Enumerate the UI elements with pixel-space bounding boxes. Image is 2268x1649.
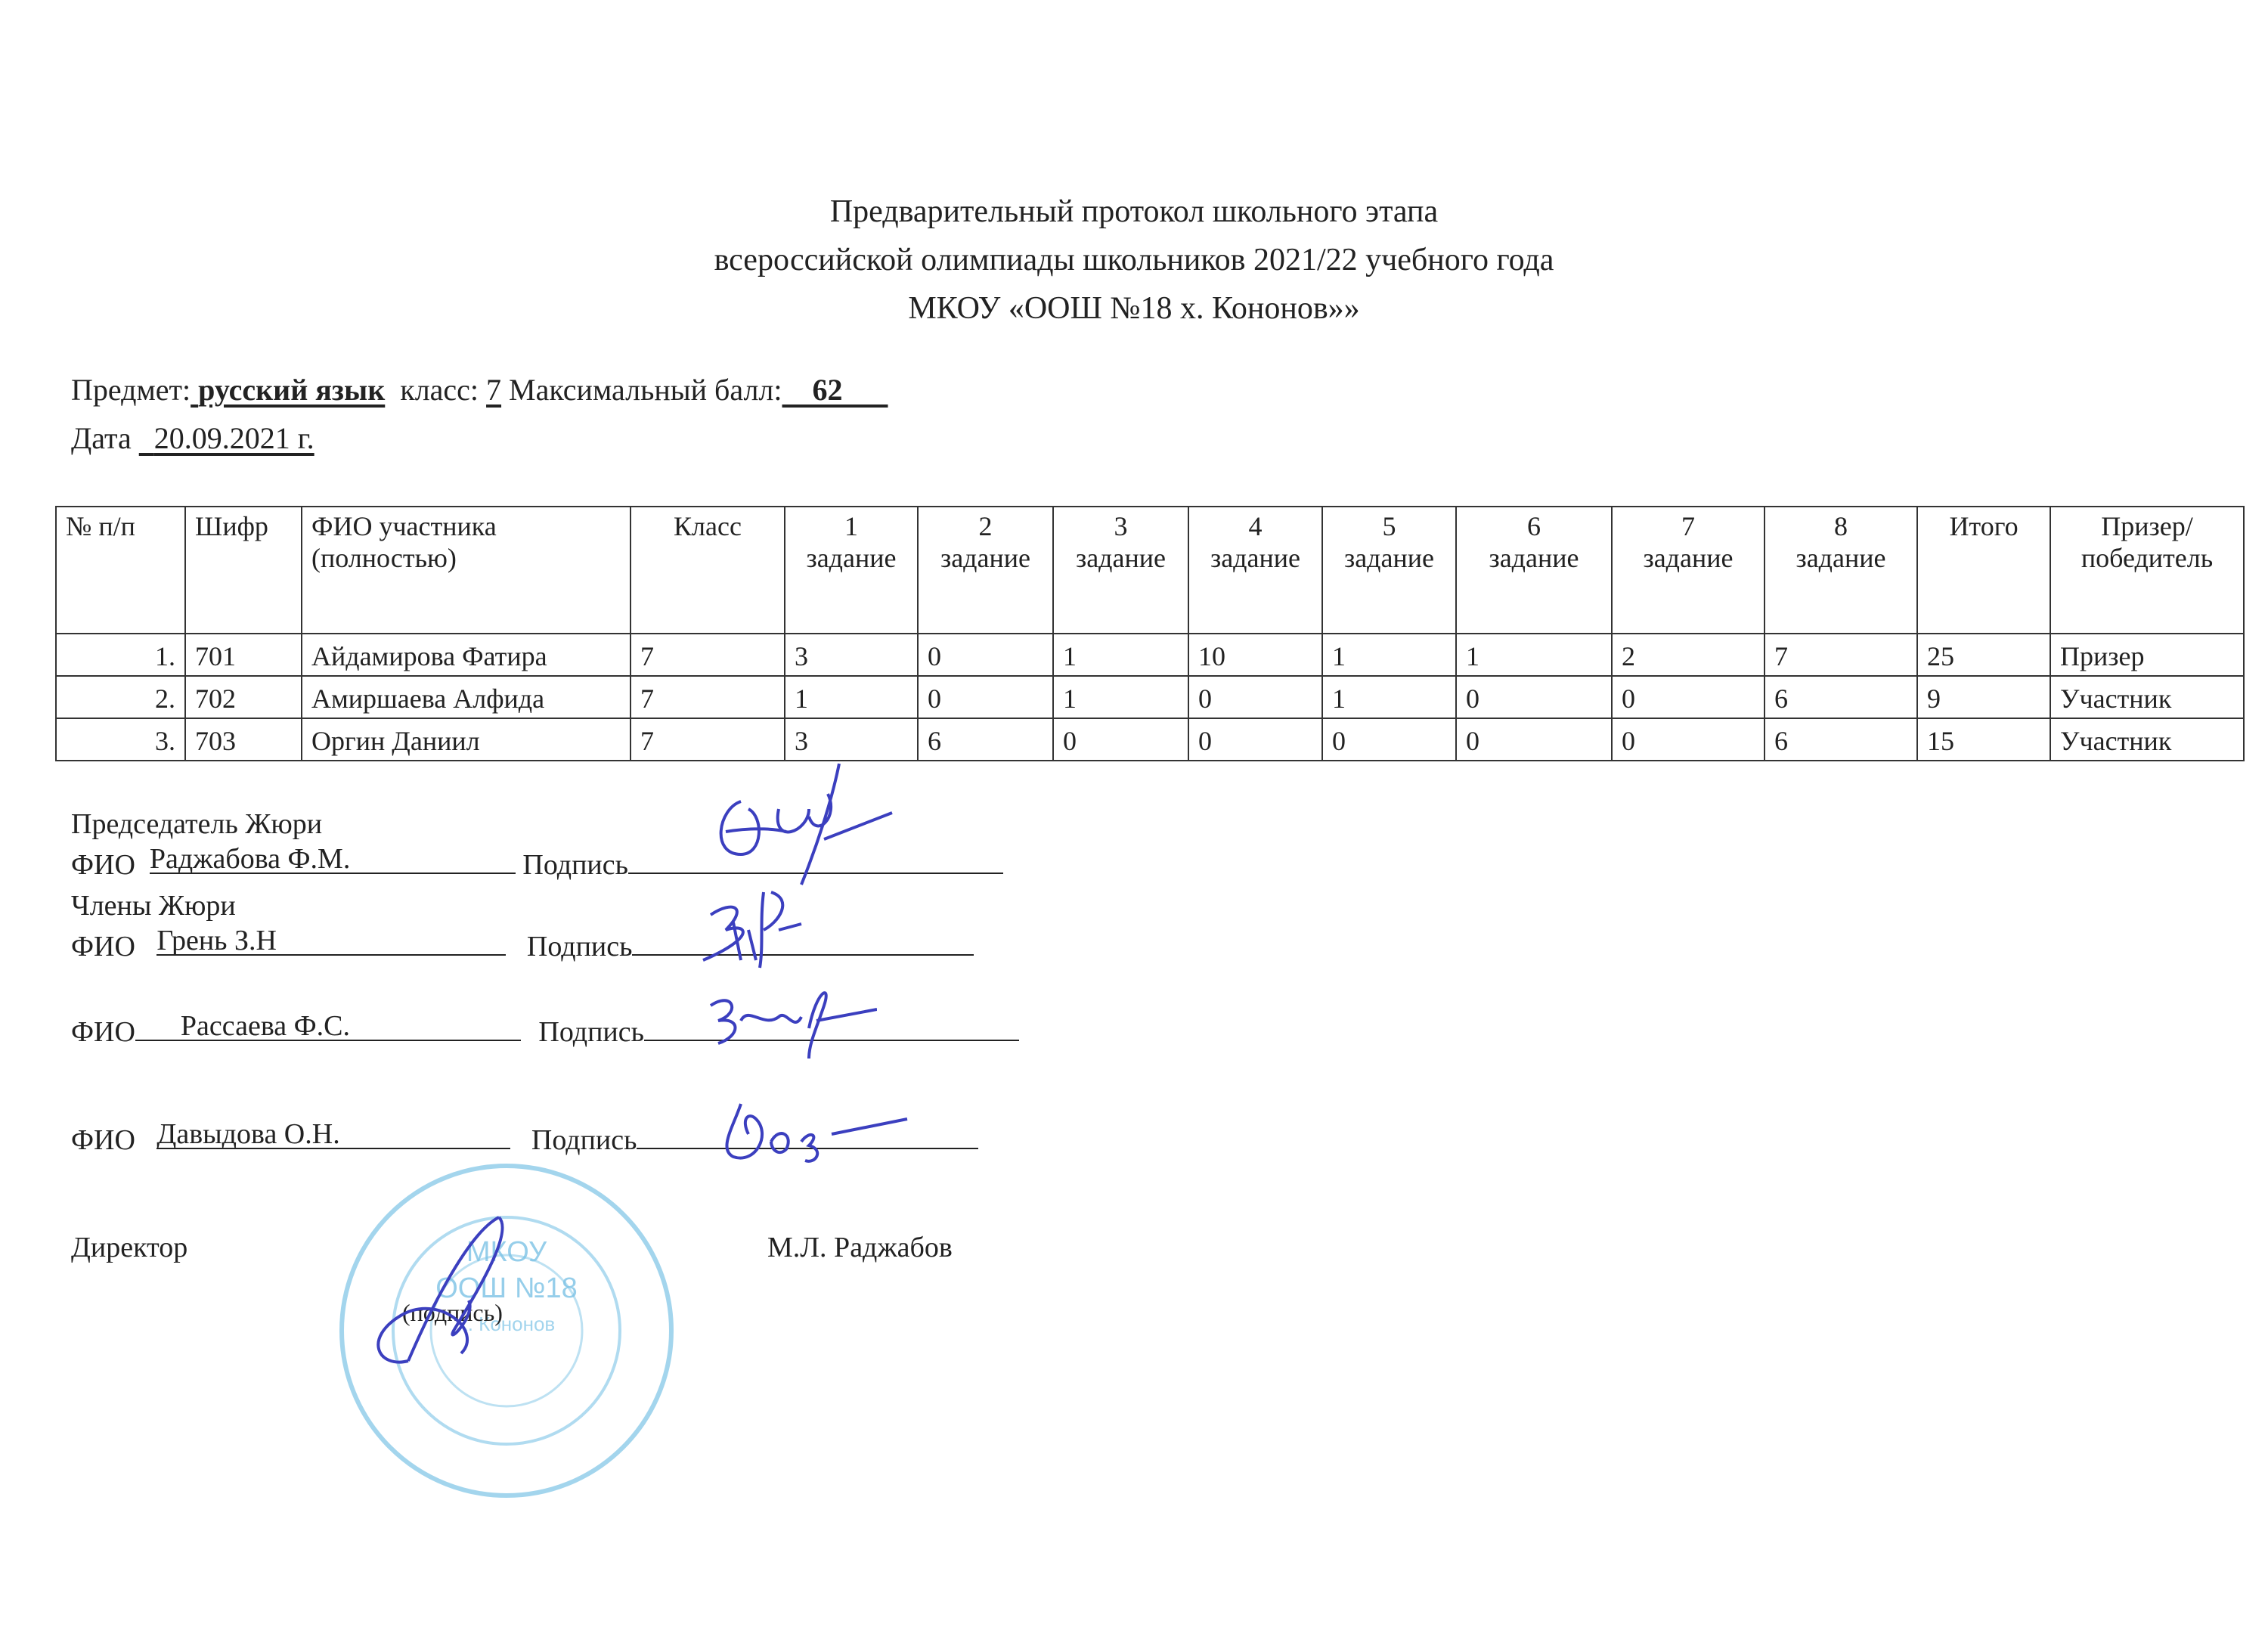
svg-text:ООШ №18: ООШ №18 — [435, 1272, 578, 1304]
column-header: 5 задание — [1322, 507, 1456, 634]
table-row — [56, 634, 2244, 676]
table-cell: 7 — [631, 634, 785, 676]
column-header: 4 задание — [1188, 507, 1322, 634]
table-cell: 0 — [1188, 718, 1322, 761]
max-value: 62 — [812, 373, 843, 407]
column-header: ФИО участника (полностью) — [302, 507, 631, 634]
doc-title-line2: всероссийской олимпиады школьников 2021/22 учебного года — [714, 243, 1554, 277]
table-cell: 1 — [1053, 676, 1188, 718]
table-cell: Оргин Даниил — [302, 718, 631, 761]
table-cell: 0 — [1612, 718, 1765, 761]
sign-label: Подпись — [522, 849, 628, 881]
date-line — [71, 420, 314, 456]
table-cell: 1 — [1322, 676, 1456, 718]
doc-title-line3: МКОУ «ООШ №18 х. Кононов»» — [908, 291, 1360, 326]
member-signature — [711, 1089, 922, 1172]
sign-label: Подпись — [526, 931, 633, 962]
class-label: класс: — [400, 373, 479, 407]
table-row — [56, 676, 2244, 718]
table-cell: 0 — [1456, 676, 1612, 718]
table-cell: 1 — [1053, 634, 1188, 676]
fio-label: ФИО — [71, 1124, 135, 1156]
table-cell: 0 — [1322, 718, 1456, 761]
doc-title-line1: Предварительный протокол школьного этапа — [829, 194, 1439, 229]
table-cell: 7 — [631, 676, 785, 718]
member-signature — [696, 975, 877, 1059]
table-cell: 3 — [785, 634, 918, 676]
table-cell: Участник — [2050, 676, 2244, 718]
table-cell: 0 — [918, 634, 1053, 676]
column-header: 3 задание — [1053, 507, 1188, 634]
director-label: Директор — [71, 1232, 188, 1263]
column-header: 2 задание — [918, 507, 1053, 634]
table-cell: 9 — [1917, 676, 2050, 718]
table-cell: 3 — [785, 718, 918, 761]
chair-signature — [696, 756, 922, 892]
director-name: М.Л. Раджабов — [767, 1232, 953, 1263]
table-cell: 701 — [185, 634, 302, 676]
table-cell: 0 — [1053, 718, 1188, 761]
fio-label: ФИО — [71, 931, 135, 962]
subject-value: русский язык — [198, 373, 386, 407]
column-header: Призер/ победитель — [2050, 507, 2244, 634]
max-label: Максимальный балл: — [509, 373, 782, 407]
table-cell: 7 — [631, 718, 785, 761]
table-cell: 0 — [1612, 676, 1765, 718]
table-cell: 15 — [1917, 718, 2050, 761]
table-cell: Участник — [2050, 718, 2244, 761]
table-cell: 3. — [56, 718, 185, 761]
column-header: Итого — [1917, 507, 2050, 634]
sign-label: Подпись — [531, 1124, 637, 1156]
table-cell: 1 — [785, 676, 918, 718]
table-cell: Айдамирова Фатира — [302, 634, 631, 676]
column-header: Класс — [631, 507, 785, 634]
table-cell: 7 — [1765, 634, 1917, 676]
table-cell: 702 — [185, 676, 302, 718]
table-cell: 1 — [1456, 634, 1612, 676]
table-cell: 2. — [56, 676, 185, 718]
member-name-field: Рассаева Ф.С. — [135, 1017, 521, 1041]
results-table — [55, 506, 2245, 761]
column-header: 1 задание — [785, 507, 918, 634]
member-name-field: Давыдова О.Н. — [156, 1125, 510, 1149]
chair-name-field: Раджабова Ф.М. — [150, 850, 516, 874]
table-row — [56, 718, 2244, 761]
svg-text:МКОУ: МКОУ — [466, 1236, 547, 1268]
table-cell: Амиршаева Алфида — [302, 676, 631, 718]
subject-line — [71, 372, 888, 408]
table-cell: 6 — [918, 718, 1053, 761]
subject-label: Предмет: — [71, 373, 191, 407]
fio-label: ФИО — [71, 849, 135, 881]
table-cell: 2 — [1612, 634, 1765, 676]
table-cell: 0 — [1188, 676, 1322, 718]
members-label: Члены Жюри — [71, 890, 236, 922]
table-cell: 1 — [1322, 634, 1456, 676]
table-cell: 6 — [1765, 718, 1917, 761]
svg-text:х. Кононов: х. Кононов — [457, 1313, 556, 1335]
fio-label: ФИО — [71, 1016, 135, 1048]
sign-label: Подпись — [538, 1016, 644, 1048]
table-header-row — [56, 507, 2244, 634]
table-cell: 25 — [1917, 634, 2050, 676]
table-cell: 10 — [1188, 634, 1322, 676]
column-header: 8 задание — [1765, 507, 1917, 634]
column-header: № п/п — [56, 507, 185, 634]
column-header: 7 задание — [1612, 507, 1765, 634]
class-value: 7 — [486, 373, 502, 407]
chair-label: Председатель Жюри — [71, 808, 323, 840]
column-header: Шифр — [185, 507, 302, 634]
table-cell: Призер — [2050, 634, 2244, 676]
member-name-field: Грень З.Н — [156, 931, 506, 956]
table-cell: 703 — [185, 718, 302, 761]
date-value: 20.09.2021 г. — [153, 421, 314, 455]
member-signature — [688, 877, 839, 975]
table-cell: 1. — [56, 634, 185, 676]
director-signature — [348, 1202, 544, 1376]
column-header: 6 задание — [1456, 507, 1612, 634]
date-label: Дата — [71, 421, 132, 455]
table-cell: 0 — [1456, 718, 1612, 761]
director-sign-caption: (подпись) — [402, 1299, 503, 1326]
table-cell: 0 — [918, 676, 1053, 718]
table-cell: 6 — [1765, 676, 1917, 718]
